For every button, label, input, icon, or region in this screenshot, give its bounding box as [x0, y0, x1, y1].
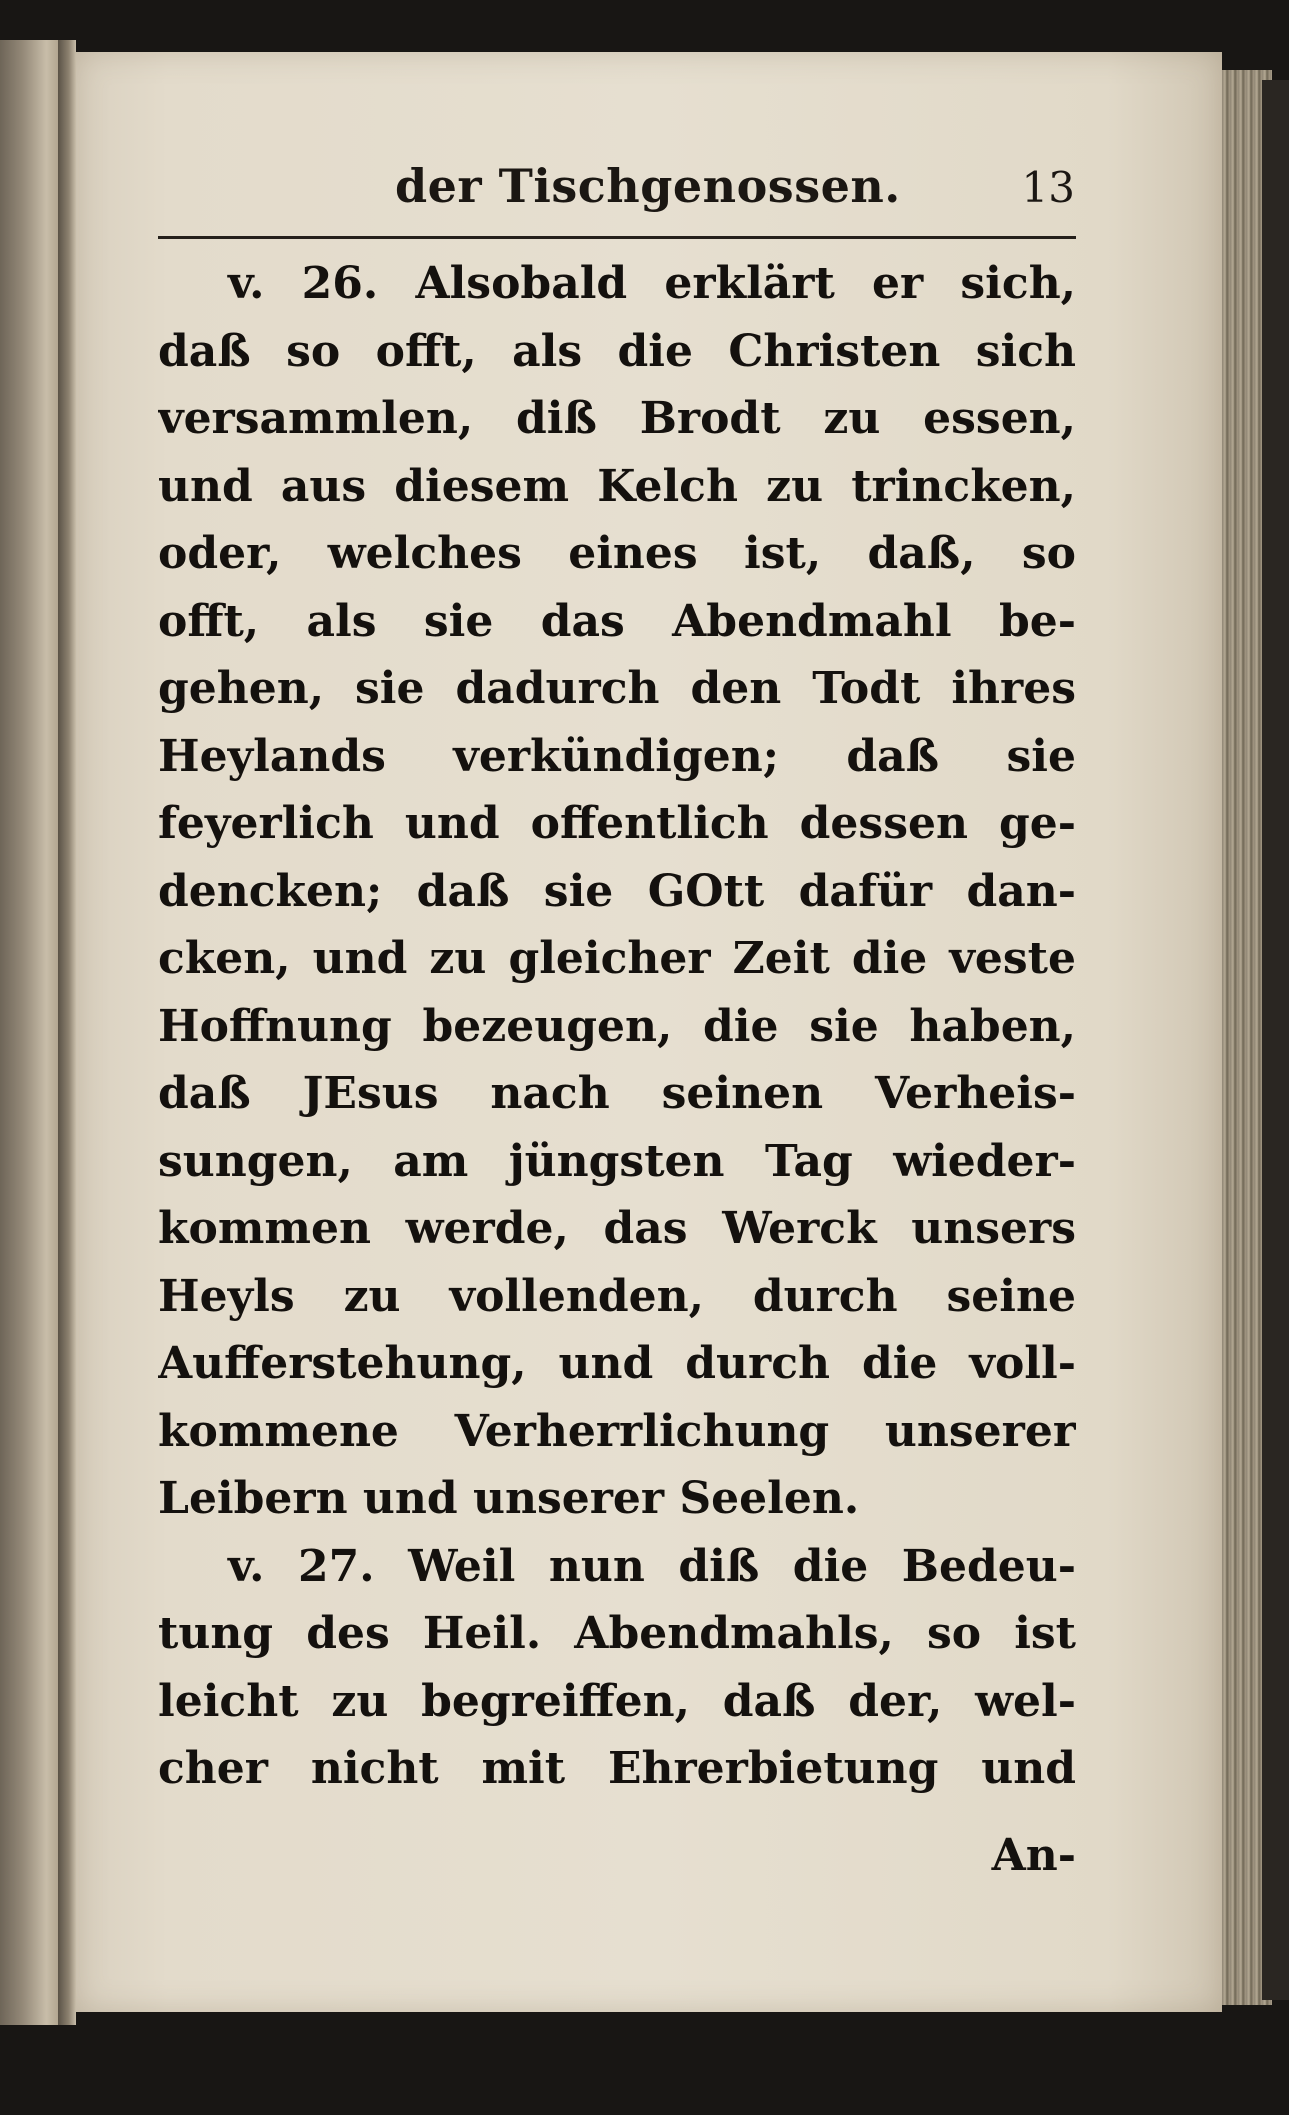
book-gutter — [58, 40, 76, 2025]
text-line: cken, und zu gleicher Zeit die veste — [158, 933, 1076, 984]
text-line: v. 26. Alsobald erklärt er sich, — [228, 258, 1076, 309]
text-line: cher nicht mit Ehrerbietung und — [158, 1743, 1076, 1794]
text-line: tung des Heil. Abendmahls, so ist — [158, 1608, 1076, 1659]
text-line: sungen, am jüngsten Tag wieder- — [158, 1135, 1076, 1187]
text-line: dencken; daß sie GOtt dafür dan- — [158, 865, 1076, 917]
text-line: und aus diesem Kelch zu trincken, — [158, 460, 1076, 512]
text-line: oder, welches eines ist, daß, so — [158, 528, 1076, 579]
text-line: Leibern und unserer Seelen. — [158, 1473, 860, 1524]
page-header — [395, 155, 1075, 225]
text-line: kommen werde, das Werck unsers — [158, 1203, 1076, 1254]
catchword: An- — [991, 1830, 1076, 1881]
text-line: v. 27. Weil nun diß die Bedeu- — [228, 1540, 1076, 1592]
text-line: Aufferstehung, und durch die voll- — [158, 1338, 1076, 1389]
text-line: Hoffnung bezeugen, die sie haben, — [158, 1000, 1076, 1052]
page-number: 13 — [1021, 163, 1075, 212]
running-title: der Tischgenossen. — [395, 159, 901, 213]
text-line: versammlen, diß Brodt zu essen, — [158, 393, 1076, 444]
left-page-edge — [0, 40, 58, 2025]
header-rule — [158, 236, 1076, 239]
text-line: offt, als sie das Abendmahl be- — [158, 595, 1076, 647]
text-line: gehen, sie dadurch den Todt ihres — [158, 663, 1076, 714]
text-line: Heyls zu vollenden, durch seine — [158, 1270, 1076, 1322]
book-cover-edge — [1262, 80, 1289, 2000]
text-line: daß JEsus nach seinen Verheis- — [158, 1068, 1076, 1119]
text-line: daß so offt, als die Christen sich — [158, 325, 1076, 377]
text-line: kommene Verherrlichung unserer — [158, 1405, 1076, 1457]
body-text — [158, 250, 1076, 1803]
text-line: leicht zu begreiffen, daß der, wel- — [158, 1675, 1076, 1727]
text-line: feyerlich und offentlich dessen ge- — [158, 798, 1076, 849]
text-line: Heylands verkündigen; daß sie — [158, 730, 1076, 782]
